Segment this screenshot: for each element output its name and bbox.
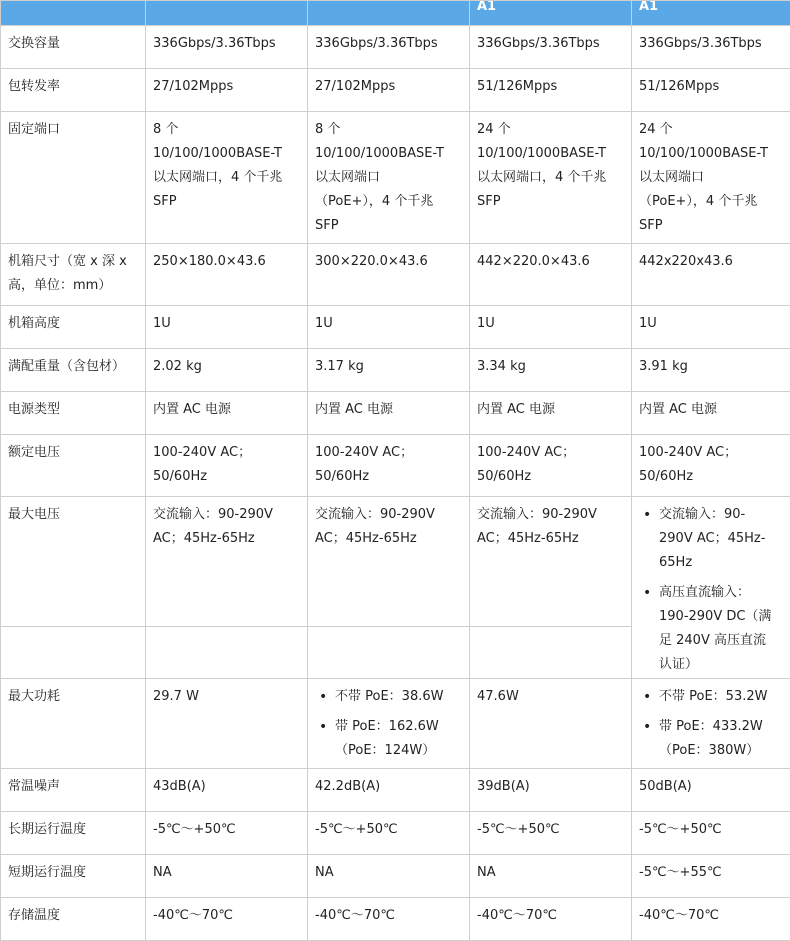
cell-value: 51/126Mpps [470, 69, 632, 112]
cell-value: -5℃～+50℃ [308, 812, 470, 855]
cell-value: 47.6W [470, 679, 632, 769]
list-item [659, 685, 784, 709]
list-item [335, 685, 463, 709]
cell-value: NA [470, 855, 632, 898]
row-label: 固定端口 [1, 112, 146, 244]
row-rated-voltage [1, 435, 790, 497]
row-long-term-temperature [1, 812, 790, 855]
header-cell [146, 1, 308, 26]
row-noise [1, 769, 790, 812]
cell-value: -40℃～70℃ [632, 898, 790, 941]
cell-line: AC；45Hz-65Hz [153, 527, 301, 551]
cell-line: 认证） [659, 653, 784, 677]
list-item [335, 715, 463, 763]
cell-line: 50/60Hz [477, 465, 625, 489]
cell-value: 336Gbps/3.36Tbps [146, 26, 308, 69]
cell-value: -5℃～+55℃ [632, 855, 790, 898]
cell-value: 300×220.0×43.6 [308, 244, 470, 306]
cell-line: （PoE+），4 个千兆 [315, 190, 463, 214]
cell-value: 1U [308, 306, 470, 349]
row-label: 交换容量 [1, 26, 146, 69]
cell-line: 机箱尺寸（宽 x 深 x [8, 250, 139, 274]
cell-value [470, 497, 632, 627]
empty-cell [1, 627, 146, 679]
cell-value: -40℃～70℃ [146, 898, 308, 941]
cell-value [308, 435, 470, 497]
cell-line: 10/100/1000BASE-T [315, 142, 463, 166]
cell-value: -5℃～+50℃ [632, 812, 790, 855]
cell-line: SFP [315, 214, 463, 238]
cell-value: NA [146, 855, 308, 898]
row-max-power [1, 679, 790, 769]
cell-value: 42.2dB(A) [308, 769, 470, 812]
cell-value [146, 435, 308, 497]
cell-line: （PoE：380W） [659, 739, 784, 763]
row-switching-capacity [1, 26, 790, 69]
cell-line: 50/60Hz [639, 465, 784, 489]
cell-value: 250×180.0×43.6 [146, 244, 308, 306]
cell-line: 以太网端口，4 个千兆 [153, 166, 301, 190]
cell-value [632, 112, 790, 244]
cell-value: 27/102Mpps [308, 69, 470, 112]
cell-line: 100-240V AC； [315, 441, 463, 465]
row-chassis-height [1, 306, 790, 349]
cell-value: 336Gbps/3.36Tbps [308, 26, 470, 69]
bullet-list [639, 685, 784, 763]
cell-line: 50/60Hz [315, 465, 463, 489]
cell-value: 3.34 kg [470, 349, 632, 392]
cell-line: • 带 PoE：433.2W [659, 715, 784, 739]
header-cell [308, 1, 470, 26]
cell-line: 290V AC；45Hz- [659, 527, 784, 551]
cell-line: 190-290V DC（满 [659, 605, 784, 629]
cell-value: 39dB(A) [470, 769, 632, 812]
cell-line: （PoE+），4 个千兆 [639, 190, 784, 214]
cell-value [470, 435, 632, 497]
row-chassis-size [1, 244, 790, 306]
cell-value: 1U [632, 306, 790, 349]
row-weight [1, 349, 790, 392]
cell-line: • 高压直流输入： [659, 581, 784, 605]
cell-value: 3.91 kg [632, 349, 790, 392]
row-forwarding-rate [1, 69, 790, 112]
cell-value [470, 112, 632, 244]
row-short-term-temperature [1, 855, 790, 898]
cell-value [308, 112, 470, 244]
cell-line: 8 个 [315, 118, 463, 142]
cell-value [308, 679, 470, 769]
cell-line: 10/100/1000BASE-T [153, 142, 301, 166]
bullet-list [639, 503, 784, 677]
row-max-voltage [1, 497, 790, 627]
cell-value: 442x220x43.6 [632, 244, 790, 306]
cell-line: SFP [153, 190, 301, 214]
cell-value: 27/102Mpps [146, 69, 308, 112]
row-label: 最大功耗 [1, 679, 146, 769]
cell-value [632, 497, 790, 679]
cell-line: AC；45Hz-65Hz [315, 527, 463, 551]
cell-value: 1U [146, 306, 308, 349]
cell-value [308, 497, 470, 627]
empty-cell [146, 627, 308, 679]
cell-line: 高，单位：mm） [8, 274, 139, 298]
row-label: 电源类型 [1, 392, 146, 435]
cell-value: 336Gbps/3.36Tbps [632, 26, 790, 69]
cell-line: 以太网端口 [639, 166, 784, 190]
row-label: 满配重量（含包材） [1, 349, 146, 392]
cell-value: -40℃～70℃ [470, 898, 632, 941]
row-label: 包转发率 [1, 69, 146, 112]
cell-value: 内置 AC 电源 [146, 392, 308, 435]
row-power-type [1, 392, 790, 435]
cell-line: 24 个 [477, 118, 625, 142]
cell-value: 29.7 W [146, 679, 308, 769]
row-label [1, 244, 146, 306]
list-item [659, 715, 784, 763]
cell-value: 442×220.0×43.6 [470, 244, 632, 306]
cell-line: 交流输入：90-290V [477, 503, 625, 527]
cell-value: -5℃～+50℃ [470, 812, 632, 855]
header-cell: A1 [470, 1, 632, 26]
cell-value: 3.17 kg [308, 349, 470, 392]
cell-line: SFP [639, 214, 784, 238]
cell-value: 50dB(A) [632, 769, 790, 812]
cell-value: 51/126Mpps [632, 69, 790, 112]
header-row [1, 1, 790, 26]
cell-line: AC；45Hz-65Hz [477, 527, 625, 551]
row-label: 短期运行温度 [1, 855, 146, 898]
cell-line: 50/60Hz [153, 465, 301, 489]
cell-value [146, 497, 308, 627]
row-fixed-ports [1, 112, 790, 244]
row-label: 额定电压 [1, 435, 146, 497]
cell-line: 交流输入：90-290V [315, 503, 463, 527]
header-cell: A1 [632, 1, 790, 26]
cell-line: • 带 PoE：162.6W [335, 715, 463, 739]
cell-line: （PoE：124W） [335, 739, 463, 763]
row-label: 长期运行温度 [1, 812, 146, 855]
cell-line: SFP [477, 190, 625, 214]
cell-value: 内置 AC 电源 [632, 392, 790, 435]
cell-line: 24 个 [639, 118, 784, 142]
cell-line: 足 240V 高压直流 [659, 629, 784, 653]
cell-value: -5℃～+50℃ [146, 812, 308, 855]
cell-line: 100-240V AC； [639, 441, 784, 465]
cell-value [146, 112, 308, 244]
row-storage-temperature [1, 898, 790, 941]
cell-line: 交流输入：90-290V [153, 503, 301, 527]
list-item [659, 503, 784, 575]
row-label: 常温噪声 [1, 769, 146, 812]
cell-value [632, 435, 790, 497]
header-cell [1, 1, 146, 26]
cell-line: 100-240V AC； [477, 441, 625, 465]
cell-line: 10/100/1000BASE-T [477, 142, 625, 166]
list-item [659, 581, 784, 677]
cell-line: 65Hz [659, 551, 784, 575]
cell-line: • 交流输入：90- [659, 503, 784, 527]
cell-value: 336Gbps/3.36Tbps [470, 26, 632, 69]
row-label: 存储温度 [1, 898, 146, 941]
cell-value: 2.02 kg [146, 349, 308, 392]
cell-line: 8 个 [153, 118, 301, 142]
row-label: 最大电压 [1, 497, 146, 627]
cell-value: 43dB(A) [146, 769, 308, 812]
empty-cell [308, 627, 470, 679]
cell-line: • 不带 PoE：38.6W [335, 685, 463, 709]
cell-value: NA [308, 855, 470, 898]
cell-line: • 不带 PoE：53.2W [659, 685, 784, 709]
cell-line: 100-240V AC； [153, 441, 301, 465]
cell-value [632, 679, 790, 769]
cell-line: 10/100/1000BASE-T [639, 142, 784, 166]
row-label: 机箱高度 [1, 306, 146, 349]
empty-cell [470, 627, 632, 679]
cell-line: 以太网端口，4 个千兆 [477, 166, 625, 190]
bullet-list [315, 685, 463, 763]
cell-value: -40℃～70℃ [308, 898, 470, 941]
cell-value: 1U [470, 306, 632, 349]
cell-value: 内置 AC 电源 [308, 392, 470, 435]
cell-value: 内置 AC 电源 [470, 392, 632, 435]
cell-line: 以太网端口 [315, 166, 463, 190]
